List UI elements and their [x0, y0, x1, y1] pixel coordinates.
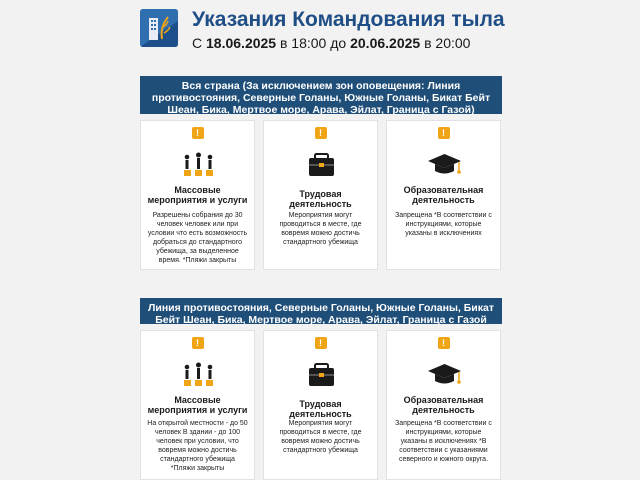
- page-title: Указания Командования тыла: [192, 8, 505, 31]
- podium-people-icon: [141, 151, 254, 179]
- card-work: [263, 330, 378, 480]
- warning-icon: !: [438, 127, 450, 139]
- date-from: 18.06.2025: [206, 35, 277, 51]
- card-mass-events: [140, 120, 255, 270]
- section-banner: Вся страна (За исключением зон оповещения: Линия противостояния, Северные Голаны, Южные Голаны, Бикат Бейт Шеан, Бика, Мертвое море, Арава, Эйлат, Граница с Газой): [140, 76, 502, 114]
- warning-icon: !: [315, 127, 327, 139]
- section-alert-zones: [140, 298, 502, 480]
- card-education: [386, 330, 501, 480]
- cards-row: [140, 330, 502, 480]
- card-text: Мероприятия могут проводиться в месте, где вовремя можно достичь стандартного убежища: [279, 212, 362, 246]
- warning-icon: !: [315, 337, 327, 349]
- briefcase-icon: [264, 151, 377, 179]
- warning-icon: !: [192, 127, 204, 139]
- card-title: Образовательная деятельность: [403, 395, 484, 415]
- briefcase-icon: [264, 361, 377, 389]
- warning-icon: !: [192, 337, 204, 349]
- card-title: Трудовая деятельность: [289, 189, 352, 209]
- card-text: Запрещена *В соответствии с инструкциями, которые указаны в исключениях: [395, 212, 492, 237]
- card-title: Трудовая деятельность: [289, 399, 352, 419]
- graduation-cap-icon: [387, 361, 500, 389]
- home-front-command-logo: [140, 9, 178, 47]
- section-whole-country: [140, 76, 502, 270]
- section-banner: Линия противостояния, Северные Голаны, Южные Голаны, Бикат Бейт Шеан, Бика, Мертвое море, Арава, Эйлат, Граница с Газой: [140, 298, 502, 324]
- podium-people-icon: [141, 361, 254, 389]
- date-range: [192, 35, 470, 51]
- card-title: Массовые мероприятия и услуги: [147, 185, 248, 205]
- card-title: Массовые мероприятия и услуги: [147, 395, 248, 415]
- card-work: [263, 120, 378, 270]
- date-to-prefix: до: [330, 35, 347, 51]
- date-from-prefix: С: [192, 35, 203, 51]
- date-to: 20.06.2025: [350, 35, 421, 51]
- card-text: На открытой местности - до 50 человек В здании - до 100 человек при условии, что вовремя можно достичь стандартного убежища *Пляжи закрыты: [147, 420, 248, 472]
- card-title: Образовательная деятельность: [403, 185, 484, 205]
- card-text: Мероприятия могут проводиться в месте, где вовремя можно достичь стандартного убежища: [279, 420, 362, 454]
- card-mass-events: [140, 330, 255, 480]
- warning-icon: !: [438, 337, 450, 349]
- time-from: в 18:00: [279, 35, 327, 51]
- time-to: в 20:00: [424, 35, 471, 51]
- card-education: [386, 120, 501, 270]
- card-text: Разрешены собрания до 30 человек человек или при условии что есть возможность добраться до стандартного убежища, за выделенное время. *Пляжи закрыты: [147, 212, 248, 264]
- card-text: Запрещена *В соответствии с инструкциями, которые указаны в исключениях *В соответствии с указаниями северного и южного округа.: [395, 420, 492, 463]
- graduation-cap-icon: [387, 151, 500, 179]
- cards-row: [140, 120, 502, 270]
- header: [140, 4, 520, 52]
